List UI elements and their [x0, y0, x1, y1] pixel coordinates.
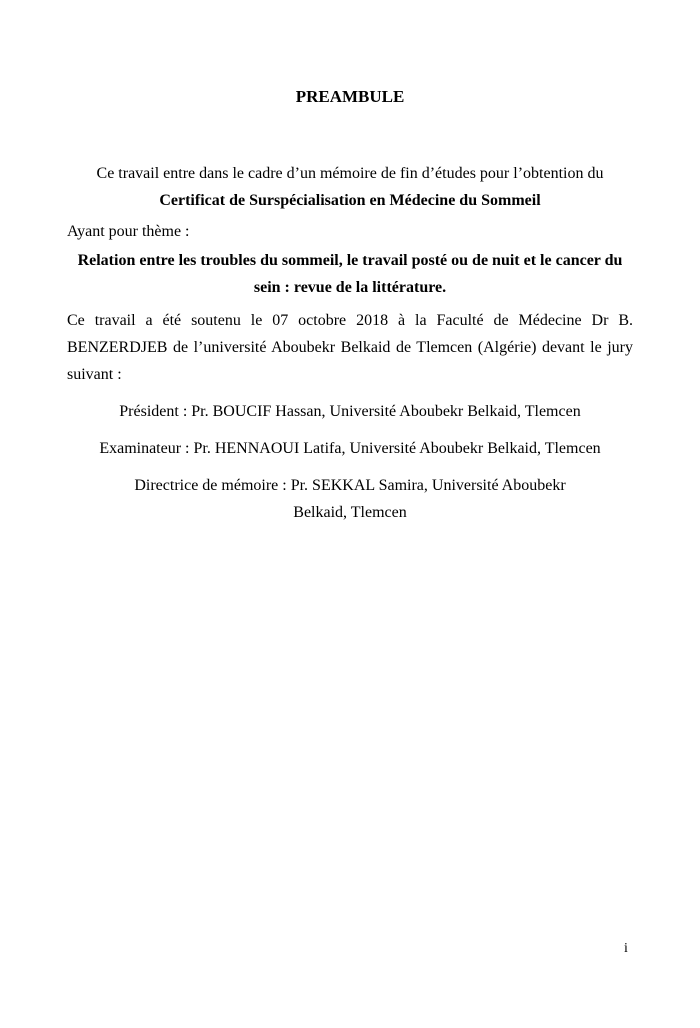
theme-title: [67, 247, 633, 301]
jury-president: Président : Pr. BOUCIF Hassan, Université Aboubekr Belkaid, Tlemcen: [119, 403, 581, 420]
theme-title-line-2: sein : revue de la littérature.: [253, 279, 447, 296]
theme-label: Ayant pour thème :: [67, 223, 190, 240]
intro-paragraph: Ce travail entre dans le cadre d’un mémoire de fin d’études pour l’obtention du: [96, 165, 604, 182]
defense-paragraph: Ce travail a été soutenu le 07 octobre 2018 à la Faculté de Médecine Dr B. BENZERDJEB de l’université Aboubekr Belkaid de Tlemcen (Algérie) devant le jury suivant :: [67, 312, 633, 383]
theme-title-line-1: Relation entre les troubles du sommeil, le travail posté ou de nuit et le cancer du: [77, 252, 623, 269]
page-number: i: [624, 941, 628, 956]
certificate-title: Certificat de Surspécialisation en Médecine du Sommeil: [159, 192, 541, 209]
jury-supervisor: Directrice de mémoire : Pr. SEKKAL Samira, Université Aboubekr Belkaid, Tlemcen: [134, 477, 566, 521]
jury-examiner: Examinateur : Pr. HENNAOUI Latifa, Université Aboubekr Belkaid, Tlemcen: [99, 440, 601, 457]
page-content: [67, 160, 633, 526]
page-title: PREAMBULE: [295, 87, 405, 106]
